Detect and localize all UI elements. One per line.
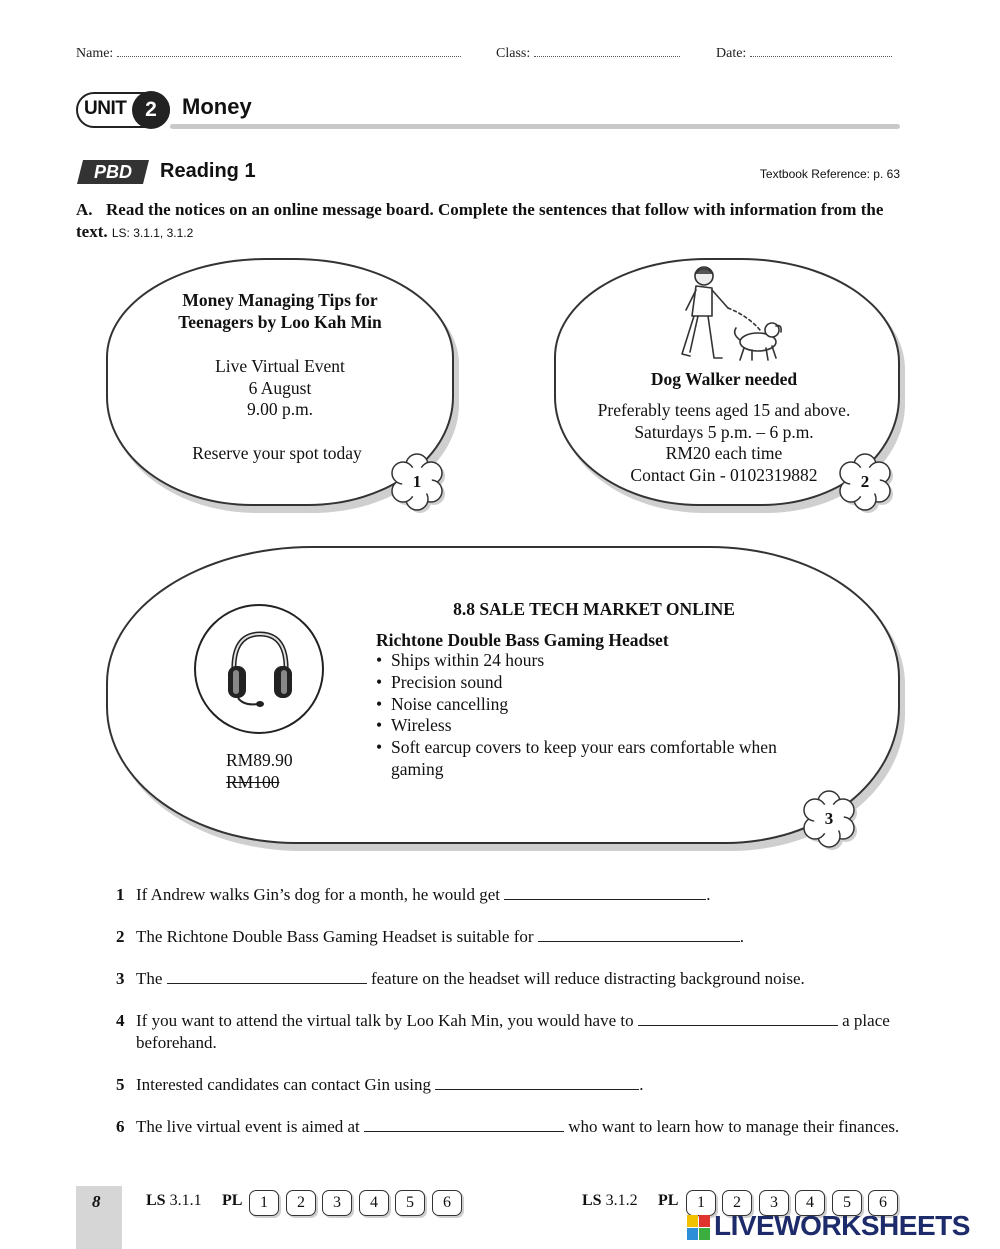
feature-item: • Soft earcup covers to keep your ears comfortable when gaming <box>376 737 826 781</box>
question-6: 6 The live virtual event is aimed at who want to learn how to manage their finances. <box>116 1117 900 1136</box>
question-5: 5 Interested candidates can contact Gin using . <box>116 1075 644 1094</box>
notice-1-cta: Reserve your spot today <box>192 443 362 463</box>
feature-item: • Noise cancelling <box>376 694 826 716</box>
instruction: A. Read the notices on an online message board. Complete the sentences that follow with information from the text. LS: 3.1.1, 3.1.2 <box>76 200 884 241</box>
question-1: 1 If Andrew walks Gin’s dog for a month, he would get . <box>116 885 711 904</box>
level-box[interactable]: 4 <box>359 1190 389 1216</box>
level-box[interactable]: 1 <box>686 1190 716 1216</box>
level-box[interactable]: 3 <box>759 1190 789 1216</box>
feature-list <box>376 650 826 781</box>
answer-blank-5[interactable] <box>435 1075 639 1090</box>
date-field: Date: <box>716 46 892 62</box>
section-title: Reading 1 <box>160 160 256 182</box>
level-box[interactable]: 4 <box>795 1190 825 1216</box>
notice-1-title: Money Managing Tips for Teenagers by Loo Kah Min <box>178 290 382 332</box>
question-3: 3 The feature on the headset will reduce distracting background noise. <box>116 969 805 988</box>
unit-rule <box>170 124 900 129</box>
page-number: 8 <box>92 1192 101 1211</box>
price-new: RM89.90 <box>226 750 293 770</box>
level-box[interactable]: 2 <box>286 1190 316 1216</box>
notice-1-details: Live Virtual Event 6 August 9.00 p.m. <box>215 356 345 419</box>
level-box[interactable]: 6 <box>432 1190 462 1216</box>
dog-walker-icon <box>668 264 786 364</box>
notice-3-title: 8.8 SALE TECH MARKET ONLINE <box>453 599 735 619</box>
pl-label-1: PL <box>222 1192 243 1209</box>
feature-item: • Precision sound <box>376 672 826 694</box>
liveworksheets-watermark: LIVEWORKSHEETS <box>714 1210 970 1241</box>
liveworksheets-logo-icon <box>686 1214 712 1242</box>
level-box[interactable]: 6 <box>868 1190 898 1216</box>
headset-icon <box>224 628 296 710</box>
question-4: 4 If you want to attend the virtual talk by Loo Kah Min, you would have to a place beforehand. <box>116 1011 890 1052</box>
level-box[interactable]: 5 <box>395 1190 425 1216</box>
price-block <box>226 749 293 793</box>
answer-blank-6[interactable] <box>364 1117 564 1132</box>
notice-3-badge: 3 <box>798 788 860 850</box>
notice-2-badge: 2 <box>834 451 896 513</box>
notice-2-details: Preferably teens aged 15 and above. Saturdays 5 p.m. – 6 p.m. RM20 each time Contact Gin - 0102319882 <box>597 400 851 485</box>
feature-item: • Ships within 24 hours <box>376 650 826 672</box>
pbd-badge: PBD <box>93 162 132 182</box>
name-field: Name: <box>76 46 461 62</box>
question-2: 2 The Richtone Double Bass Gaming Headset is suitable for . <box>116 927 745 946</box>
answer-blank-2[interactable] <box>538 927 740 942</box>
answer-blank-3[interactable] <box>167 969 367 984</box>
pl-label-2: PL <box>658 1192 679 1209</box>
ls-2: LS 3.1.2 <box>582 1192 638 1209</box>
unit-word: UNIT <box>84 98 127 119</box>
class-field: Class: <box>496 46 680 62</box>
level-box[interactable]: 2 <box>722 1190 752 1216</box>
ls-1: LS 3.1.1 <box>146 1192 202 1209</box>
unit-number: 2 <box>132 91 170 129</box>
level-box[interactable]: 1 <box>249 1190 279 1216</box>
notice-3-product: Richtone Double Bass Gaming Headset <box>376 630 669 650</box>
level-box[interactable]: 5 <box>832 1190 862 1216</box>
feature-item: • Wireless <box>376 715 826 737</box>
unit-title: Money <box>182 94 252 119</box>
notice-2-title: Dog Walker needed <box>650 369 798 389</box>
answer-blank-4[interactable] <box>638 1011 838 1026</box>
price-old: RM100 <box>226 772 280 792</box>
answer-blank-1[interactable] <box>504 885 706 900</box>
notice-1-badge: 1 <box>386 451 448 513</box>
level-box[interactable]: 3 <box>322 1190 352 1216</box>
textbook-reference: Textbook Reference: p. 63 <box>759 167 900 181</box>
